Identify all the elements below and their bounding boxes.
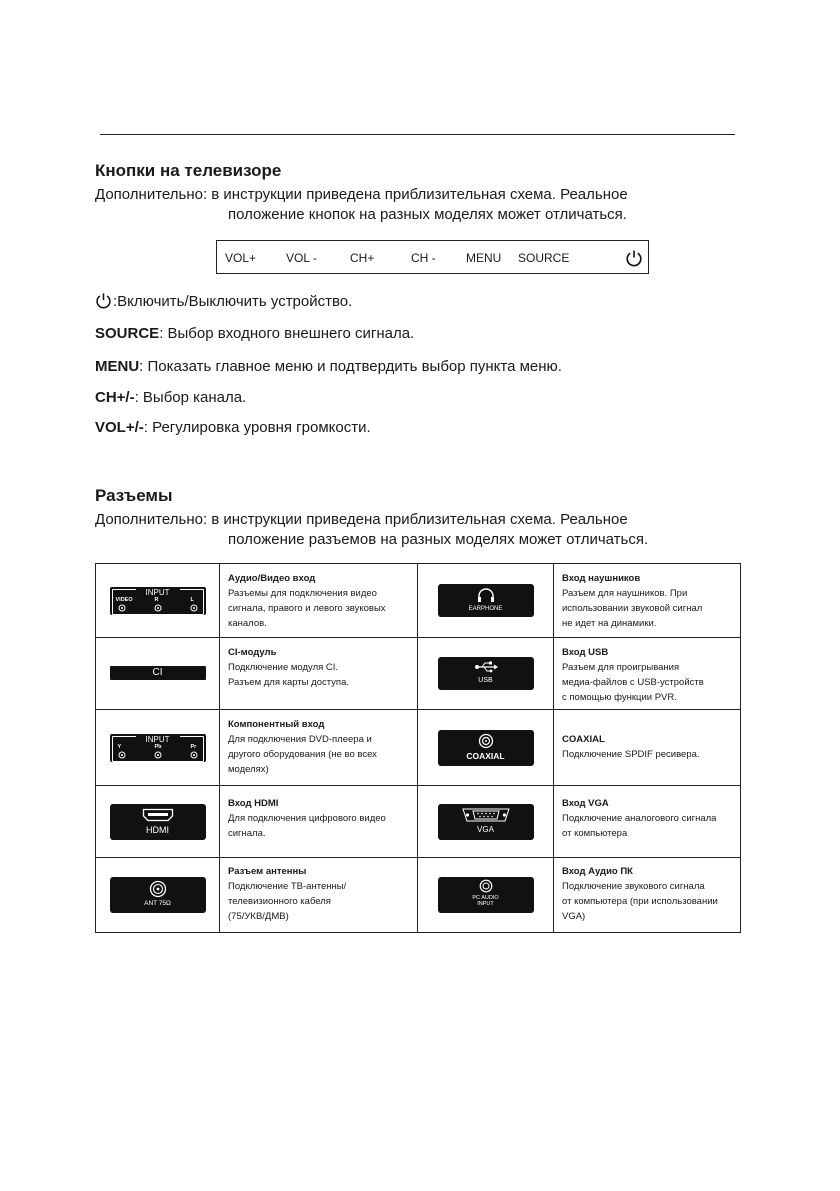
panel-ch-plus-label: CH+ — [350, 251, 375, 265]
panel-vol-plus-label: VOL+ — [225, 251, 257, 265]
usb-plate-cell — [418, 638, 554, 710]
desc-ch-text: : Выбор канала. — [134, 389, 247, 406]
component-input-plate — [110, 734, 206, 762]
vga-title: Вход VGA — [562, 798, 609, 809]
desc-menu-key: MENU — [95, 358, 140, 375]
ci-title: CI-модуль — [228, 647, 277, 658]
table-row — [96, 786, 741, 858]
connectors-note-line1: Дополнительно: в инструкции приведена приблизительная схема. Реальное — [95, 511, 628, 528]
antenna-desc-cell — [220, 858, 418, 933]
component-title: Компонентный вход — [228, 719, 325, 730]
usb-line: медиа-файлов с USB-устройств — [562, 677, 704, 688]
buttons-section-note — [95, 185, 755, 225]
coaxial-plate-cell — [418, 710, 554, 786]
antenna-line: (75/УКВ/ДМВ) — [228, 911, 289, 922]
antenna-title: Разъем антенны — [228, 866, 307, 877]
desc-source-text: : Выбор входного внешнего сигнала. — [159, 325, 415, 342]
earphone-plate — [438, 584, 534, 617]
antenna-plate — [110, 877, 206, 913]
hdmi-port-icon — [142, 808, 174, 822]
coaxial-desc-cell — [554, 710, 741, 786]
pc-audio-label: PC AUDIO — [472, 895, 499, 901]
connectors-section-title: Разъемы — [95, 486, 173, 505]
port-y-label: Y — [117, 743, 122, 750]
table-row — [96, 564, 741, 638]
table-row — [96, 858, 741, 933]
usb-icon — [474, 661, 498, 673]
pc-audio-plate-cell — [418, 858, 554, 933]
hdmi-line: Для подключения цифрового видео — [228, 813, 386, 824]
hdmi-plate-cell — [96, 786, 220, 858]
panel-menu-label: MENU — [466, 251, 502, 265]
av-input-title: Аудио/Видео вход — [228, 573, 316, 584]
connectors-note-line2: положение разъемов на разных моделях может отличаться. — [228, 531, 649, 548]
hdmi-description — [220, 786, 417, 841]
av-input-line: каналов. — [228, 618, 267, 629]
usb-title: Вход USB — [562, 647, 609, 658]
component-line: другого оборудования (не во всех — [228, 749, 377, 760]
component-description — [220, 710, 417, 777]
ci-line: Разъем для карты доступа. — [228, 677, 349, 688]
usb-description — [554, 638, 740, 705]
pc-audio-description — [554, 858, 740, 924]
pc-audio-desc-cell — [554, 858, 741, 933]
coaxial-plate — [438, 730, 534, 766]
ci-line: Подключение модуля CI. — [228, 662, 339, 673]
pc-audio-plate — [438, 877, 534, 913]
ci-desc-cell — [220, 638, 418, 710]
panel-vol-minus-label: VOL - — [286, 251, 317, 265]
coaxial-jack-icon — [478, 733, 494, 749]
antenna-plate-cell — [96, 858, 220, 933]
hdmi-desc-cell — [220, 786, 418, 858]
earphone-label: EARPHONE — [468, 606, 503, 612]
vga-line: Подключение аналогового сигнала — [562, 813, 717, 824]
table-row — [96, 710, 741, 786]
usb-plate — [438, 657, 534, 690]
av-input-desc-cell — [220, 564, 418, 638]
table-row — [96, 638, 741, 710]
coaxial-title: COAXIAL — [562, 734, 605, 745]
rca-jack-icons — [110, 734, 206, 762]
port-pb-label: Pb — [154, 743, 162, 750]
connectors-table — [95, 563, 741, 933]
vga-plate — [438, 804, 534, 840]
port-pr-label: Pr — [190, 743, 197, 750]
component-plate-cell — [96, 710, 220, 786]
vga-desc-cell — [554, 786, 741, 858]
headphone-icon — [476, 587, 496, 603]
component-desc-cell — [220, 710, 418, 786]
panel-ch-minus-label: CH - — [411, 251, 436, 265]
hdmi-line: сигнала. — [228, 828, 266, 839]
antenna-line: Подключение ТВ-антенны/ — [228, 881, 347, 892]
av-input-plate-cell — [96, 564, 220, 638]
av-input-line: сигнала, правого и левого звуковых — [228, 603, 386, 614]
pc-audio-label: INPUT — [477, 901, 494, 907]
av-input-header: INPUT — [136, 588, 180, 597]
port-video-label: VIDEO — [115, 596, 133, 603]
desc-vol-key: VOL+/- — [95, 419, 144, 436]
tv-button-panel — [216, 240, 649, 274]
earphone-line: Разъем для наушников. При — [562, 588, 688, 599]
desc-ch-key: CH+/- — [95, 389, 135, 406]
top-divider — [100, 134, 735, 135]
antenna-line: телевизионного кабеля — [228, 896, 331, 907]
earphone-title: Вход наушников — [562, 573, 641, 584]
desc-menu — [95, 358, 562, 375]
connectors-section-note — [95, 510, 755, 550]
earphone-line: использовании звуковой сигнал — [562, 603, 703, 614]
usb-desc-cell — [554, 638, 741, 710]
vga-description — [554, 786, 740, 841]
desc-power-text: :Включить/Выключить устройство. — [113, 293, 353, 310]
usb-label: USB — [478, 677, 493, 684]
component-line: моделях) — [228, 764, 269, 775]
av-input-line: Разъемы для подключения видео — [228, 588, 377, 599]
earphone-description — [554, 564, 740, 631]
power-icon — [625, 249, 643, 267]
panel-source-label: SOURCE — [518, 251, 570, 265]
antenna-jack-icon — [149, 880, 167, 898]
buttons-note-line2: положение кнопок на разных моделях может отличаться. — [228, 206, 627, 223]
usb-line: Разъем для проигрывания — [562, 662, 680, 673]
buttons-section-title: Кнопки на телевизоре — [95, 161, 282, 180]
hdmi-title: Вход HDMI — [228, 798, 279, 809]
vga-label: VGA — [477, 824, 494, 834]
component-input-header: INPUT — [136, 735, 180, 744]
antenna-label: ANT 75Ω — [144, 900, 171, 907]
vga-port-icon — [462, 808, 510, 822]
desc-vol — [95, 419, 371, 436]
earphone-plate-cell — [418, 564, 554, 638]
desc-power — [95, 292, 352, 310]
desc-source-key: SOURCE — [95, 325, 160, 342]
component-line: Для подключения DVD-плеера и — [228, 734, 372, 745]
ci-plate — [110, 666, 206, 680]
av-input-plate — [110, 587, 206, 615]
audio-jack-icon — [479, 879, 493, 893]
desc-source — [95, 325, 414, 342]
antenna-description — [220, 858, 417, 924]
desc-menu-text: : Показать главное меню и подтвердить выбор пункта меню. — [139, 358, 562, 375]
earphone-desc-cell — [554, 564, 741, 638]
power-icon — [95, 292, 112, 309]
ci-label: CI — [152, 667, 163, 679]
port-l-label: L — [190, 596, 194, 603]
earphone-line: не идет на динамики. — [562, 618, 657, 629]
coaxial-description — [554, 710, 740, 762]
vga-plate-cell — [418, 786, 554, 858]
pc-audio-line: Подключение звукового сигнала — [562, 881, 705, 892]
rca-jack-icons — [110, 587, 206, 615]
hdmi-label: HDMI — [146, 824, 169, 835]
port-r-label: R — [154, 596, 159, 603]
coaxial-line: Подключение SPDIF ресивера. — [562, 749, 700, 760]
usb-line: с помощью функции PVR. — [562, 692, 677, 703]
pc-audio-line: VGA) — [562, 911, 586, 922]
ci-description — [220, 638, 417, 690]
coaxial-label: COAXIAL — [466, 750, 505, 761]
hdmi-plate — [110, 804, 206, 840]
pc-audio-title: Вход Аудио ПК — [562, 866, 633, 877]
desc-vol-text: : Регулировка уровня громкости. — [143, 419, 371, 436]
av-input-description — [220, 564, 417, 631]
ci-plate-cell — [96, 638, 220, 710]
pc-audio-line: от компьютера (при использовании — [562, 896, 718, 907]
buttons-note-line1: Дополнительно: в инструкции приведена приблизительная схема. Реальное — [95, 186, 628, 203]
vga-line: от компьютера — [562, 828, 628, 839]
desc-ch — [95, 389, 246, 406]
